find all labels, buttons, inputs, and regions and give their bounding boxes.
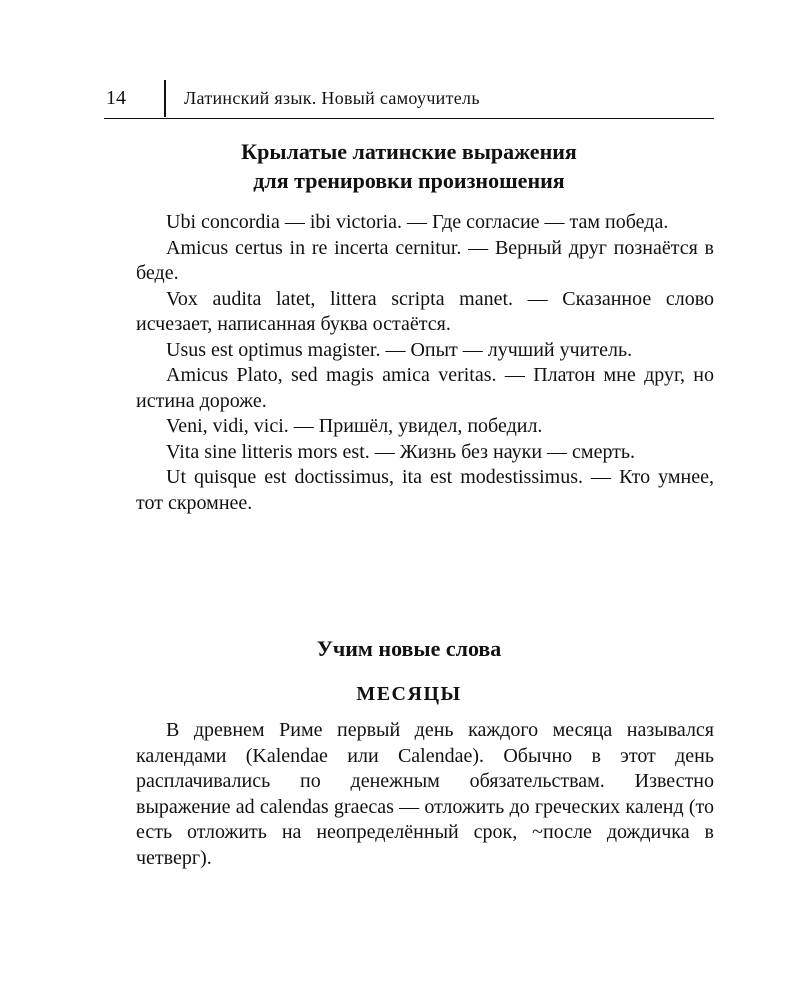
expression-item: Vita sine litteris mors est. — Жизнь без науки — смерть. <box>166 440 636 463</box>
latin-expressions-list <box>136 210 714 516</box>
header-divider <box>164 80 166 117</box>
section-title-line-1: Крылатые латинские выражения <box>241 139 577 164</box>
expression-item: Veni, vidi, vici. — Пришёл, увидел, победил. <box>166 415 543 437</box>
expression-item: Amicus Plato, sed magis amica veritas. — Платон мне друг, но истина дороже. <box>136 364 714 412</box>
section-title-new-words: Учим новые слова <box>316 636 502 661</box>
subheading-months: МЕСЯЦЫ <box>356 683 462 705</box>
expression-item: Usus est optimus magister. — Опыт — лучший учитель. <box>166 338 633 361</box>
running-title: Латинский язык. Новый самоучитель <box>184 88 480 108</box>
expression-item: Ut quisque est doctissimus, ita est modestissimus. — Кто умнее, тот скромнее. <box>136 466 714 514</box>
section-title-phrases <box>104 137 714 195</box>
section-title-line-2: для тренировки произношения <box>253 168 565 193</box>
running-header <box>104 80 714 119</box>
expression-item: Amicus certus in re incerta cernitur. — Верный друг познаётся в беде. <box>136 236 714 284</box>
expression-item: Vox audita latet, littera scripta manet. — Сказанное слово исчезает, написанная буква остаётся. <box>136 287 714 335</box>
page-number: 14 <box>106 87 126 109</box>
expression-item: Ubi concordia — ibi victoria. — Где согласие — там победа. <box>166 211 669 233</box>
months-paragraph: В древнем Риме первый день каждого месяца назывался календами (Kalendae или Calendae). Обычно в этот день расплачивались по денежным обязательствам. Известно выражение ad calendas graecas — отложить до греческих календ (то есть отложить на неопределённый срок, ~после дождичка в четверг). <box>136 719 714 869</box>
